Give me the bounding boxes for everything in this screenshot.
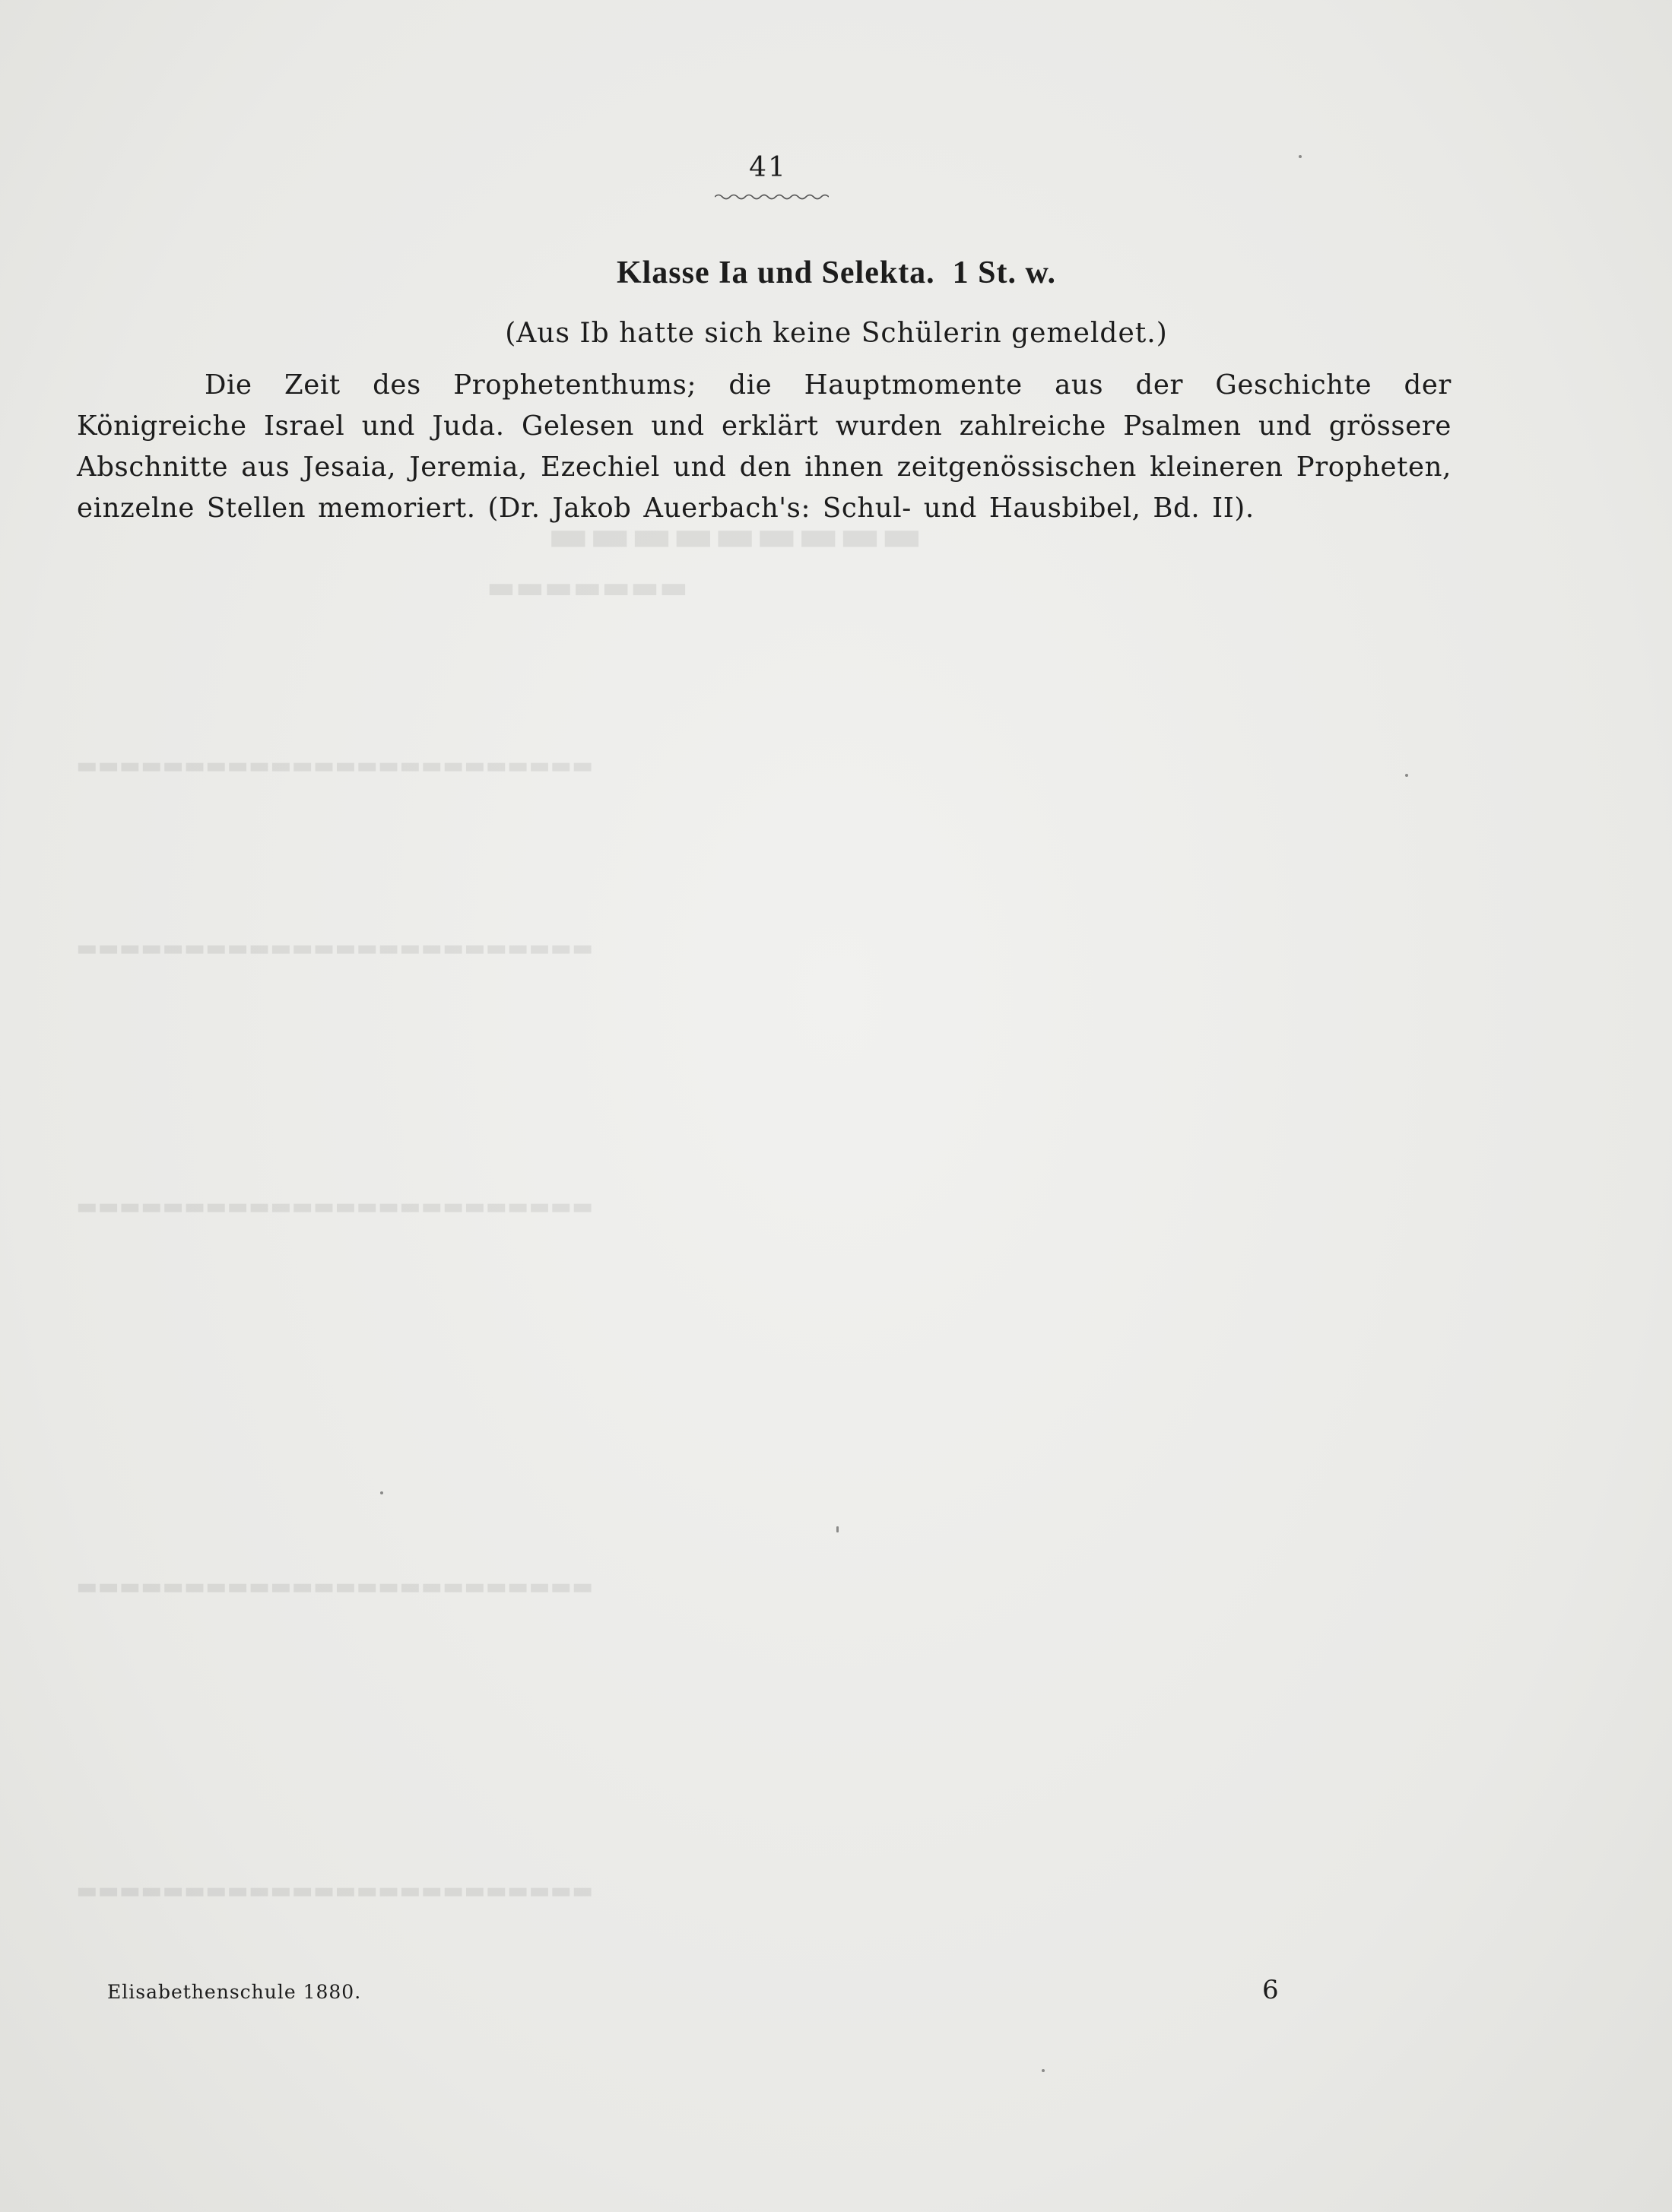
scan-speck [1042, 2069, 1045, 2072]
page-number: 41 [749, 152, 787, 183]
scan-speck [1405, 774, 1408, 777]
wavy-ornament-rule [715, 192, 829, 202]
section-paragraph: Die Zeit des Prophetenthums; die Hauptmomente aus der Geschichte der Königreiche Israel und Juda. Gelesen und erklärt wurden zahlreiche Psalmen und grössere Abschnitte aus Jesaia, Jeremia, Ezechiel und den ihnen zeitgenössischen kleineren Propheten, einzelne Stellen memoriert. (Dr. Jakob Auerbach's: Schul- und Hausbibel, Bd. II). [77, 369, 1451, 524]
signature-mark: 6 [1262, 1975, 1279, 2005]
footer-signature: Elisabethenschule 1880. [107, 1981, 362, 2003]
scan-speck [1299, 155, 1302, 158]
scan-speck [836, 1526, 839, 1532]
section-subheading: (Aus Ib hatte sich keine Schülerin gemeldet.) [505, 318, 1168, 349]
section-heading: Klasse Ia und Selekta. 1 St. w. [616, 255, 1057, 290]
bleed-through-texture: ▬▬▬▬▬▬▬▬▬ ▬▬▬▬▬▬▬ ▬▬▬▬▬▬▬▬▬▬▬▬▬▬▬▬▬▬▬▬▬▬▬▬ ▬▬▬▬▬▬▬▬▬▬▬▬▬▬▬▬▬▬▬▬▬▬▬▬ ▬▬▬▬▬▬▬▬▬▬▬▬▬▬▬▬▬▬▬▬▬▬▬▬ ▬▬▬▬▬▬▬▬▬▬▬▬▬▬▬▬▬▬▬▬▬▬▬▬ ▬▬▬▬▬▬▬▬▬▬▬▬▬▬▬▬▬▬▬▬▬▬▬▬ [76, 509, 923, 1904]
scan-speck [380, 1491, 383, 1494]
